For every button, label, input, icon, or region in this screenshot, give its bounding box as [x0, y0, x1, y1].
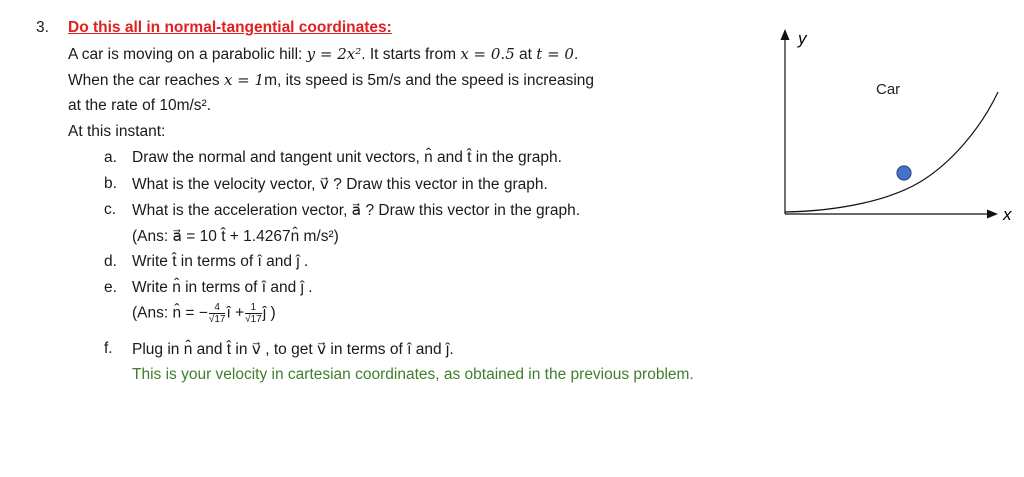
part-f-text: Plug in n̂ and t̂ in v⃗ , to get v⃗ in terms of î and ĵ. — [132, 341, 454, 358]
y-axis-label: y — [798, 29, 807, 48]
part-f-marker: f. — [104, 340, 113, 357]
car-label: Car — [876, 81, 901, 98]
intro-text: at — [514, 46, 537, 63]
intro-line-1 — [68, 45, 578, 64]
math-expression: x = 0.5 — [460, 45, 515, 63]
intro-text: A car is moving on a parabolic hill: — [68, 46, 307, 63]
parabola-curve — [785, 92, 998, 212]
fraction-numerator: 4 — [209, 302, 226, 314]
intro-line-4: At this instant: — [68, 123, 166, 140]
part-c-answer: (Ans: a⃗ = 10 t̂ + 1.4267n̂ m/s²) — [132, 228, 339, 245]
part-c-text: What is the acceleration vector, a⃗ ? Draw this vector in the graph. — [132, 202, 581, 219]
fraction-denominator: √17 — [208, 314, 226, 325]
intro-line-2 — [68, 71, 594, 90]
intro-text: . It starts from — [361, 46, 461, 63]
parabola-graph — [770, 20, 1020, 230]
problem-number: 3. — [36, 19, 49, 36]
part-e-answer — [132, 302, 276, 325]
problem-heading: Do this all in normal-tangential coordinates: — [68, 19, 392, 36]
fraction-denominator: √17 — [245, 314, 262, 325]
part-c-marker: c. — [104, 201, 117, 218]
intro-text: . — [573, 46, 579, 63]
part-a-text: Draw the normal and tangent unit vectors, n̂ and t̂ in the graph. — [132, 149, 562, 166]
car-marker — [897, 166, 911, 180]
part-d-marker: d. — [104, 253, 117, 270]
intro-text: When the car reaches — [68, 72, 224, 89]
part-a-marker: a. — [104, 149, 117, 166]
part-b-text: What is the velocity vector, v⃗ ? Draw this vector in the graph. — [132, 176, 548, 193]
math-expression: y = 2x² — [306, 45, 362, 63]
fraction — [245, 302, 262, 325]
y-axis-arrowhead — [781, 29, 790, 40]
velocity-note: This is your velocity in cartesian coordinates, as obtained in the previous problem. — [132, 366, 694, 383]
answer-mid: î + — [226, 304, 245, 322]
math-expression: t = 0 — [536, 45, 574, 63]
fraction — [209, 302, 226, 325]
answer-prefix: (Ans: n̂ = − — [132, 304, 208, 322]
x-axis-arrowhead — [987, 210, 998, 219]
part-e-marker: e. — [104, 279, 117, 296]
part-e-text: Write n̂ in terms of î and ĵ . — [132, 279, 313, 296]
intro-line-3: at the rate of 10m/s². — [68, 97, 212, 114]
fraction-numerator: 1 — [245, 302, 262, 314]
part-d-text: Write t̂ in terms of î and ĵ . — [132, 253, 309, 270]
part-b-marker: b. — [104, 175, 117, 192]
answer-suffix: ĵ ) — [262, 304, 276, 322]
intro-text: m, its speed is 5m/s and the speed is increasing — [264, 72, 595, 89]
x-axis-label: x — [1003, 205, 1012, 224]
math-expression: x = 1 — [223, 71, 265, 89]
